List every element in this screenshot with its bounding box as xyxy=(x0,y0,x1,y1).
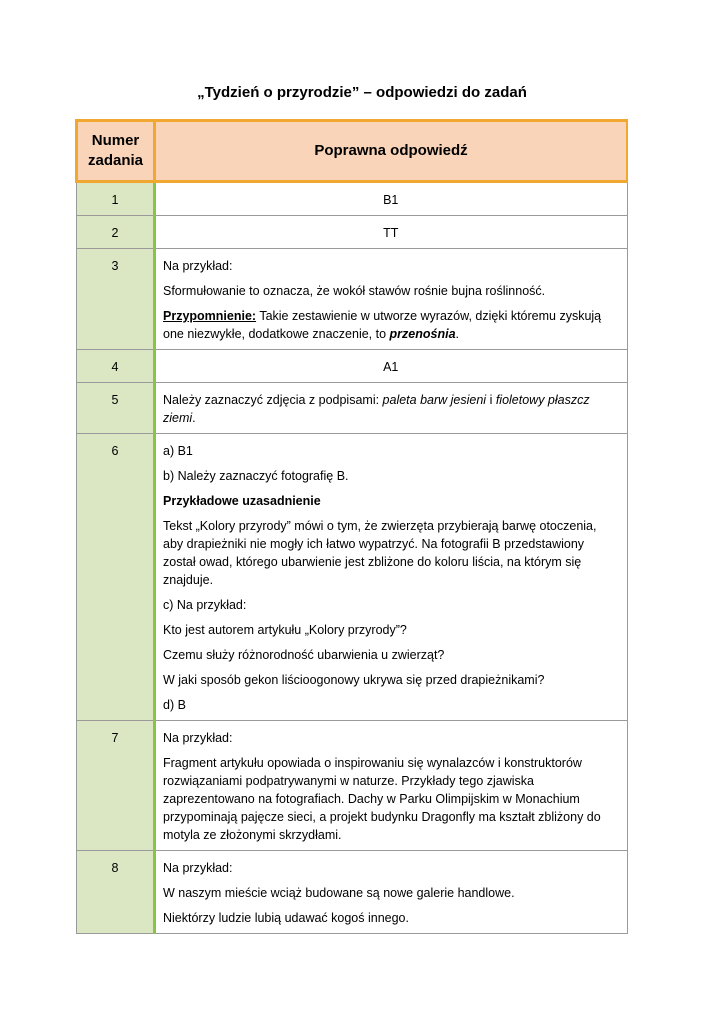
example-sentence: W naszym mieście wciąż budowane są nowe galerie handlowe. xyxy=(163,886,515,900)
reminder-term: przenośnia xyxy=(389,327,456,341)
example-question: W jaki sposób gekon liścioogonowy ukrywa się przed drapieżnikami? xyxy=(163,673,545,687)
table-row xyxy=(77,721,628,851)
task-answer: TT xyxy=(155,216,628,249)
answer-text: i xyxy=(486,393,496,407)
task-number: 8 xyxy=(77,851,155,934)
task-answer xyxy=(155,249,628,350)
table-row xyxy=(77,182,628,216)
task-number: 4 xyxy=(77,350,155,383)
answer-paragraph xyxy=(163,391,619,427)
table-row xyxy=(77,383,628,434)
justification-label: Przykładowe uzasadnienie xyxy=(163,494,321,508)
reminder-text: Takie zestawienie w utworze wyrazów, dzięki któremu zyskują one niezwykłe, dodatkowe znaczenie, to xyxy=(163,309,602,341)
reminder-end: . xyxy=(455,327,460,341)
answer-text: . xyxy=(192,411,196,425)
example-label: Na przykład: xyxy=(163,731,233,745)
example-question: Czemu służy różnorodność ubarwienia u zwierząt? xyxy=(163,648,445,662)
example-label: Na przykład: xyxy=(163,259,233,273)
subanswer-d: d) B xyxy=(163,698,186,712)
page-title: „Tydzień o przyrodzie” – odpowiedzi do zadań xyxy=(197,84,527,101)
table-row xyxy=(77,350,628,383)
header-task-number: Numer zadania xyxy=(77,121,155,182)
task-number: 7 xyxy=(77,721,155,851)
answer-text: Należy zaznaczyć zdjęcia z podpisami: xyxy=(163,393,383,407)
justification-text: Tekst „Kolory przyrody” mówi o tym, że zwierzęta przybierają barwę otoczenia, aby drapieżniki nie mogły ich łatwo wypatrzyć. Na fotografii B przedstawiony został owad, którego ubarwienie jest zbliżone do koloru liścia, na którym się znajduje. xyxy=(163,519,597,587)
answer-paragraph: Fragment artykułu opowiada o inspirowaniu się wynalazców i konstruktorów rozwiązaniami podpatrywanymi w naturze. Przykłady tego zjawiska zaprezentowano na fotografiach. Dachy w Parku Olimpijskim w Monachium przypominają pajęcze sieci, a projekt budynku Dragonfly ma kształt zbliżony do motyla ze złożonymi skrzydłami. xyxy=(163,756,601,842)
table-row xyxy=(77,434,628,721)
subanswer-b: b) Należy zaznaczyć fotografię B. xyxy=(163,469,349,483)
photo-caption: fioletowy płaszcz ziemi xyxy=(163,393,590,425)
task-answer xyxy=(155,434,628,721)
task-number: 5 xyxy=(77,383,155,434)
answers-table xyxy=(75,119,628,934)
task-answer: A1 xyxy=(155,350,628,383)
example-sentence: Niektórzy ludzie lubią udawać kogoś innego. xyxy=(163,911,409,925)
example-label: Na przykład: xyxy=(163,861,233,875)
example-question: Kto jest autorem artykułu „Kolory przyrody”? xyxy=(163,623,407,637)
subanswer-a: a) B1 xyxy=(163,444,193,458)
table-row xyxy=(77,851,628,934)
task-answer xyxy=(155,851,628,934)
photo-caption: paleta barw jesieni xyxy=(382,393,487,407)
task-number: 6 xyxy=(77,434,155,721)
table-row xyxy=(77,216,628,249)
task-number: 1 xyxy=(77,182,155,216)
table-row xyxy=(77,249,628,350)
task-number: 2 xyxy=(77,216,155,249)
reminder-label: Przypomnienie: xyxy=(163,309,257,323)
subanswer-c: c) Na przykład: xyxy=(163,598,247,612)
task-answer xyxy=(155,721,628,851)
table-header-row xyxy=(77,121,628,182)
header-correct-answer: Poprawna odpowiedź xyxy=(155,121,628,182)
task-number: 3 xyxy=(77,249,155,350)
task-answer xyxy=(155,383,628,434)
task-answer: B1 xyxy=(155,182,628,216)
reminder-paragraph xyxy=(163,307,619,343)
answer-sentence: Sformułowanie to oznacza, że wokół stawów rośnie bujna roślinność. xyxy=(163,284,546,298)
